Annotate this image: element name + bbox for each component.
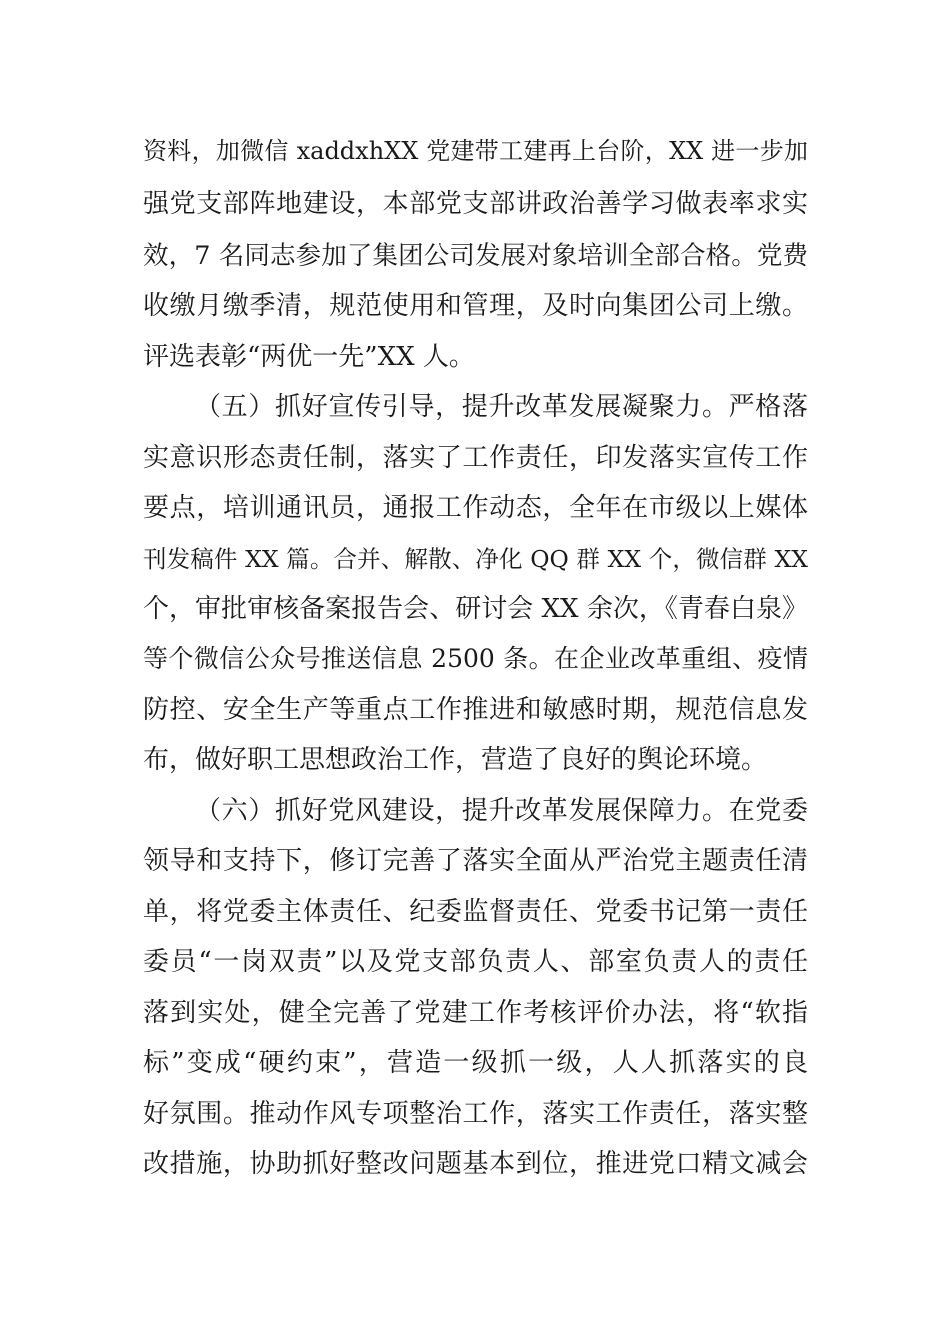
paragraph-heading-5: （五）抓好宣传引导，提升改革发展凝聚力。严格落 <box>195 392 808 422</box>
text-line-16: 单，将党委主体责任、纪委监督责任、党委书记第一责任 <box>143 897 808 927</box>
text-line-10: 个，审批审核备案报告会、研讨会 XX 余次，《青春白泉》 <box>143 594 808 624</box>
text-line-15: 领导和支持下，修订完善了落实全面从严治党主题责任清 <box>143 846 808 876</box>
text-line-21: 改措施，协助抓好整改问题基本到位，推进党口精文减会 <box>143 1149 808 1179</box>
text-line-17: 委员“一岗双责”以及党支部负责人、部室负责人的责任 <box>143 947 808 977</box>
text-line-7: 实意识形态责任制，落实了工作责任，印发落实宣传工作 <box>143 443 808 473</box>
text-line-2: 强党支部阵地建设，本部党支部讲政治善学习做表率求实 <box>143 189 808 219</box>
text-line-13: 布，做好职工思想政治工作，营造了良好的舆论环境。 <box>143 745 768 775</box>
text-line-3: 效，7 名同志参加了集团公司发展对象培训全部合格。党费 <box>143 241 808 271</box>
text-line-11: 等个微信公众号推送信息 2500 条。在企业改革重组、疫情 <box>143 644 808 673</box>
text-line-8: 要点，培训通讯员，通报工作动态，全年在市级以上媒体 <box>143 493 808 523</box>
text-line-4: 收缴月缴季清，规范使用和管理，及时向集团公司上缴。 <box>143 291 808 321</box>
paragraph-heading-6: （六）抓好党风建设，提升改革发展保障力。在党委 <box>195 796 808 826</box>
text-line-9: 刊发稿件 XX 篇。合并、解散、净化 QQ 群 XX 个，微信群 XX <box>143 545 808 573</box>
text-line-19: 标”变成“硬约束”，营造一级抓一级，人人抓落实的良 <box>143 1048 808 1078</box>
text-line-12: 防控、安全生产等重点工作推进和敏感时期，规范信息发 <box>143 695 808 725</box>
text-line-5: 评选表彰“两优一先”XX 人。 <box>143 342 475 372</box>
text-line-18: 落到实处，健全完善了党建工作考核评价办法，将“软指 <box>143 998 808 1028</box>
text-line-20: 好氛围。推动作风专项整治工作，落实工作责任，落实整 <box>143 1099 808 1129</box>
text-line-1: 资料，加微信 xaddxhXX 党建带工建再上台阶，XX 进一步加 <box>143 137 808 165</box>
